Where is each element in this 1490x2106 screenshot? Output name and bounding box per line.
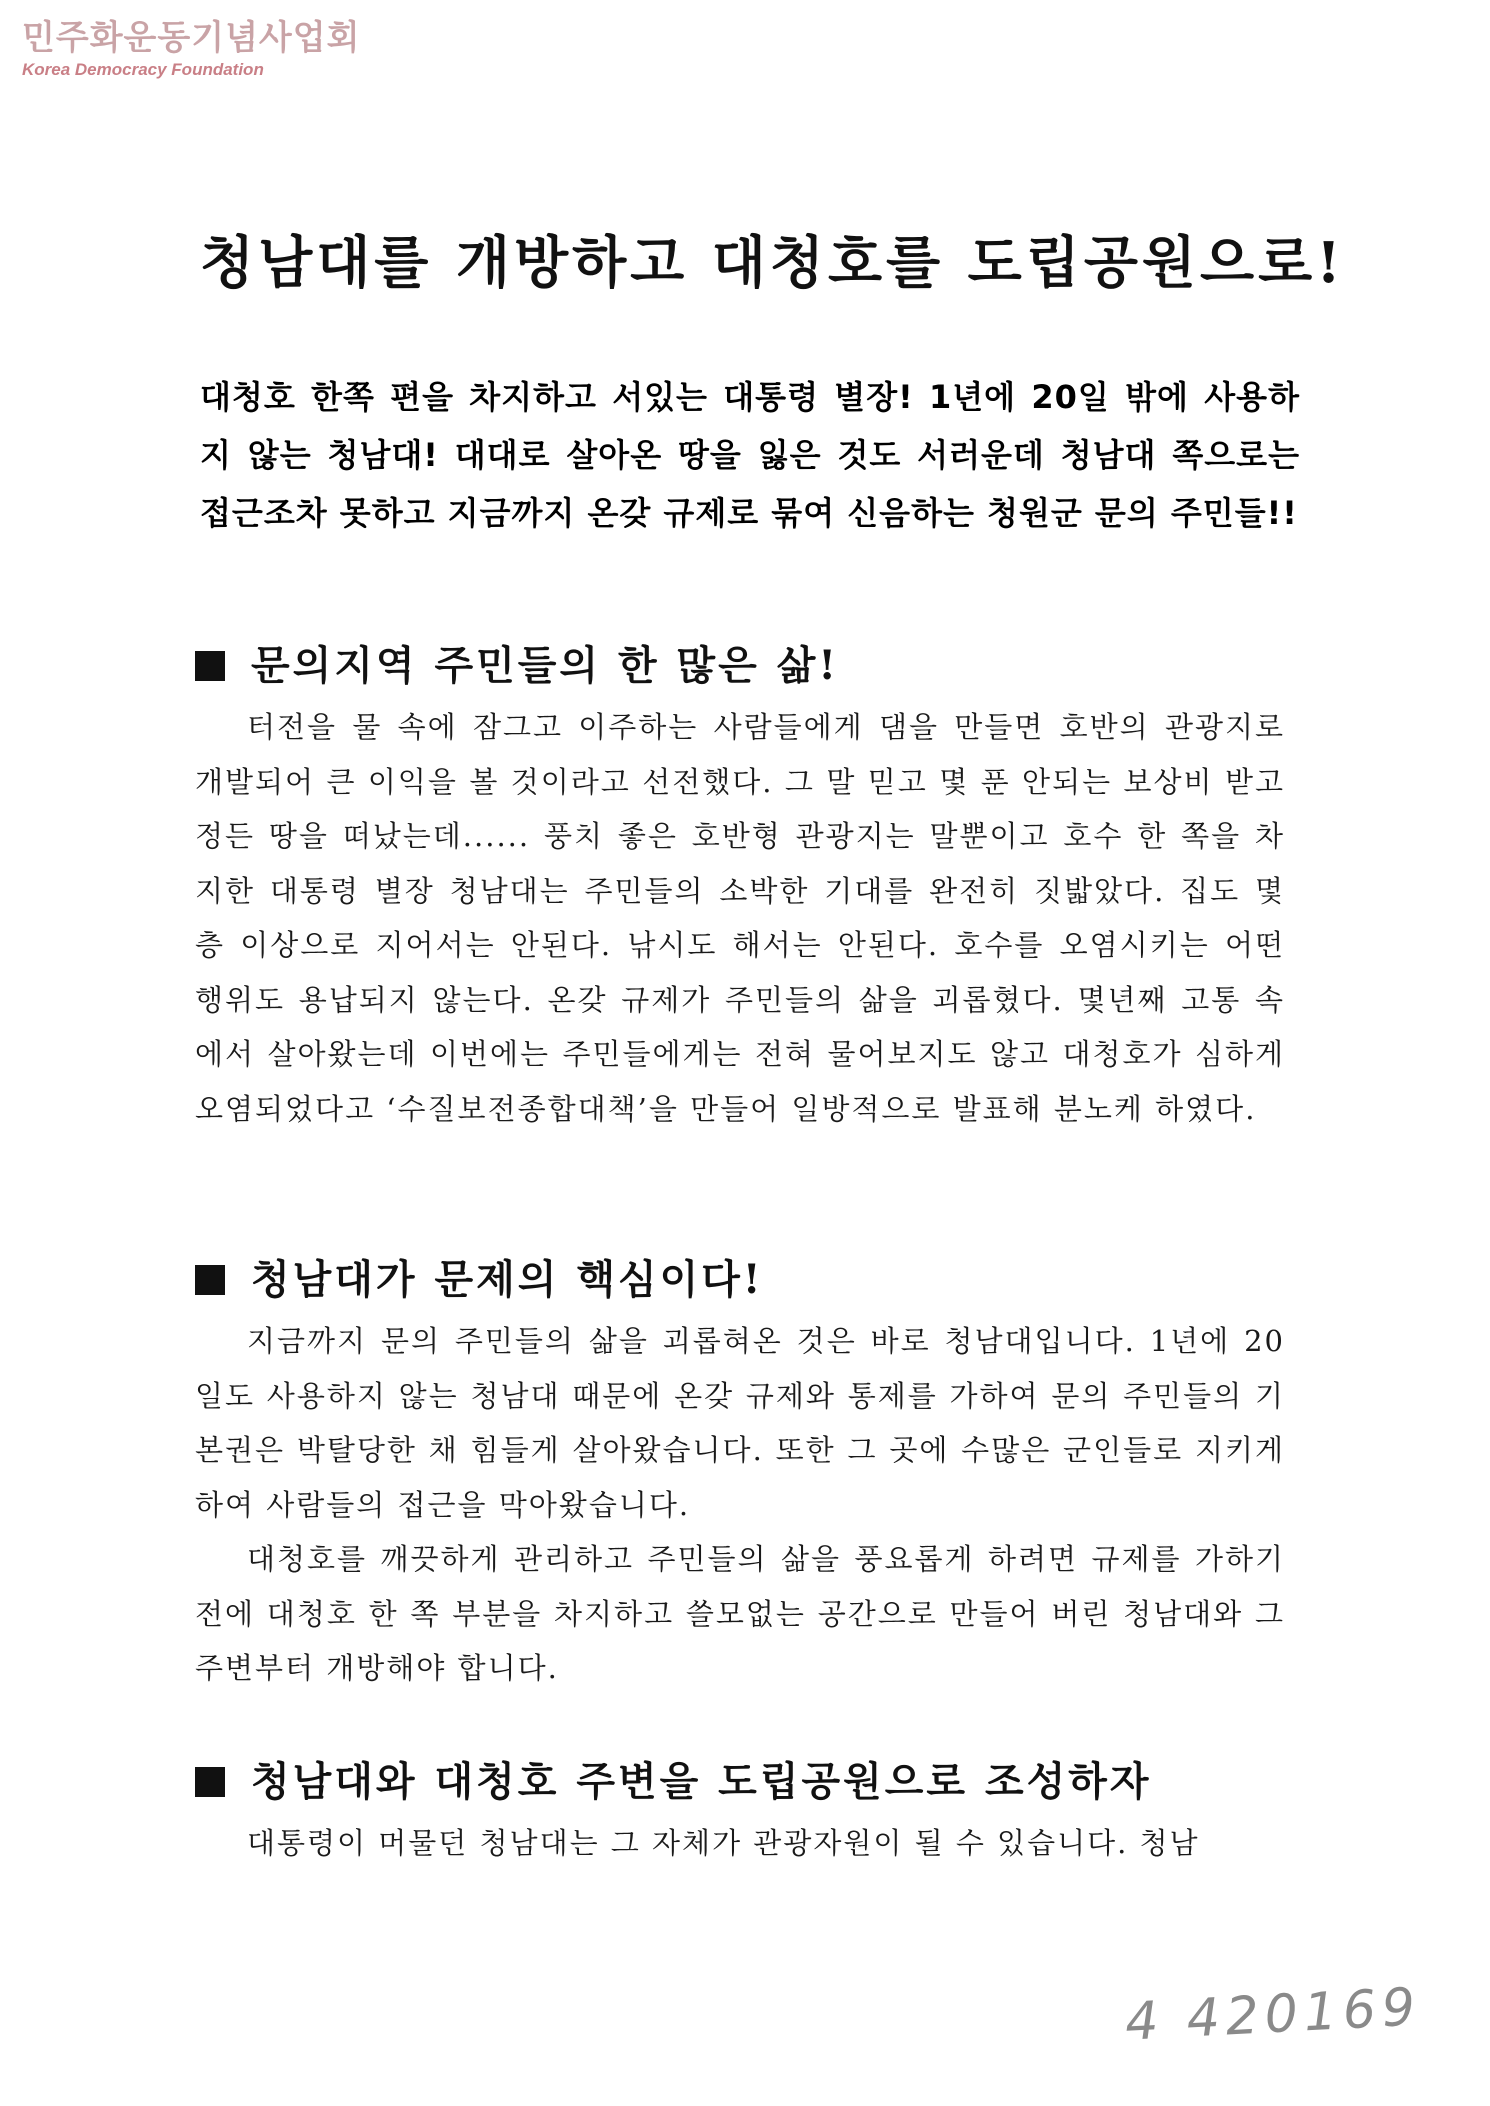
- section-paragraph: 터전을 물 속에 잠그고 이주하는 사람들에게 댐을 만들면 호반의 관광지로 개발되어 큰 이익을 볼 것이라고 선전했다. 그 말 믿고 몇 푼 안되는 보상비 받고 정든 땅을 떠났는데...... 풍치 좋은 호반형 관광지는 말뿐이고 호수 한 쪽을 차지한 대통령 별장 청남대는 주민들의 소박한 기대를 완전히 짓밟았다. 집도 몇 층 이상으로 지어서는 안된다. 낚시도 해서는 안된다. 호수를 오염시키는 어떤 행위도 용납되지 않는다. 온갖 규제가 주민들의 삶을 괴롭혔다. 몇년째 고통 속에서 살아왔는데 이번에는 주민들에게는 전혀 물어보지도 않고 대청호가 심하게 오염되었다고 ‘수질보전종합대책’을 만들어 일방적으로 발표해 분노케 하였다.: [195, 710, 1285, 1126]
- square-bullet-icon: [195, 651, 225, 681]
- section-2: [195, 1250, 1285, 1696]
- section-paragraph: 대통령이 머물던 청남대는 그 자체가 관광자원이 될 수 있습니다. 청남: [247, 1826, 1200, 1860]
- square-bullet-icon: [195, 1767, 225, 1797]
- lead-paragraph: 대청호 한쪽 편을 차지하고 서있는 대통령 별장! 1년에 20일 밖에 사용하지 않는 청남대! 대대로 살아온 땅을 잃은 것도 서러운데 청남대 쪽으로는 접근조차 못하고 지금까지 온갖 규제로 묶여 신음하는 청원군 문의 주민들!!: [200, 378, 1300, 532]
- watermark-korean: 민주화운동기념사업회: [22, 18, 361, 58]
- watermark-logo: [22, 18, 360, 80]
- section-heading: [195, 636, 1285, 696]
- section-heading: [195, 1250, 1285, 1310]
- archive-number: 4 420169: [1123, 1977, 1423, 2053]
- square-bullet-icon: [195, 1265, 225, 1295]
- section-heading: [195, 1752, 1285, 1812]
- section-heading-text: 청남대가 문제의 핵심이다!: [251, 1256, 764, 1303]
- section-heading-text: 청남대와 대청호 주변을 도립공원으로 조성하자: [251, 1758, 1152, 1805]
- section-3: [195, 1752, 1285, 1871]
- watermark-english: Korea Democracy Foundation: [22, 60, 264, 79]
- document-title: 청남대를 개방하고 대청호를 도립공원으로!: [200, 230, 1345, 296]
- section-paragraph: 대청호를 깨끗하게 관리하고 주민들의 삶을 풍요롭게 하려면 규제를 가하기 전에 대청호 한 쪽 부분을 차지하고 쓸모없는 공간으로 만들어 버린 청남대와 그 주변부터 개방해야 합니다.: [195, 1542, 1285, 1685]
- section-1: [195, 636, 1285, 1136]
- section-heading-text: 문의지역 주민들의 한 많은 삶!: [251, 642, 839, 689]
- section-paragraph: 지금까지 문의 주민들의 삶을 괴롭혀온 것은 바로 청남대입니다. 1년에 20일도 사용하지 않는 청남대 때문에 온갖 규제와 통제를 가하여 문의 주민들의 기본권은 박탈당한 채 힘들게 살아왔습니다. 또한 그 곳에 수많은 군인들로 지키게 하여 사람들의 접근을 막아왔습니다.: [195, 1324, 1285, 1522]
